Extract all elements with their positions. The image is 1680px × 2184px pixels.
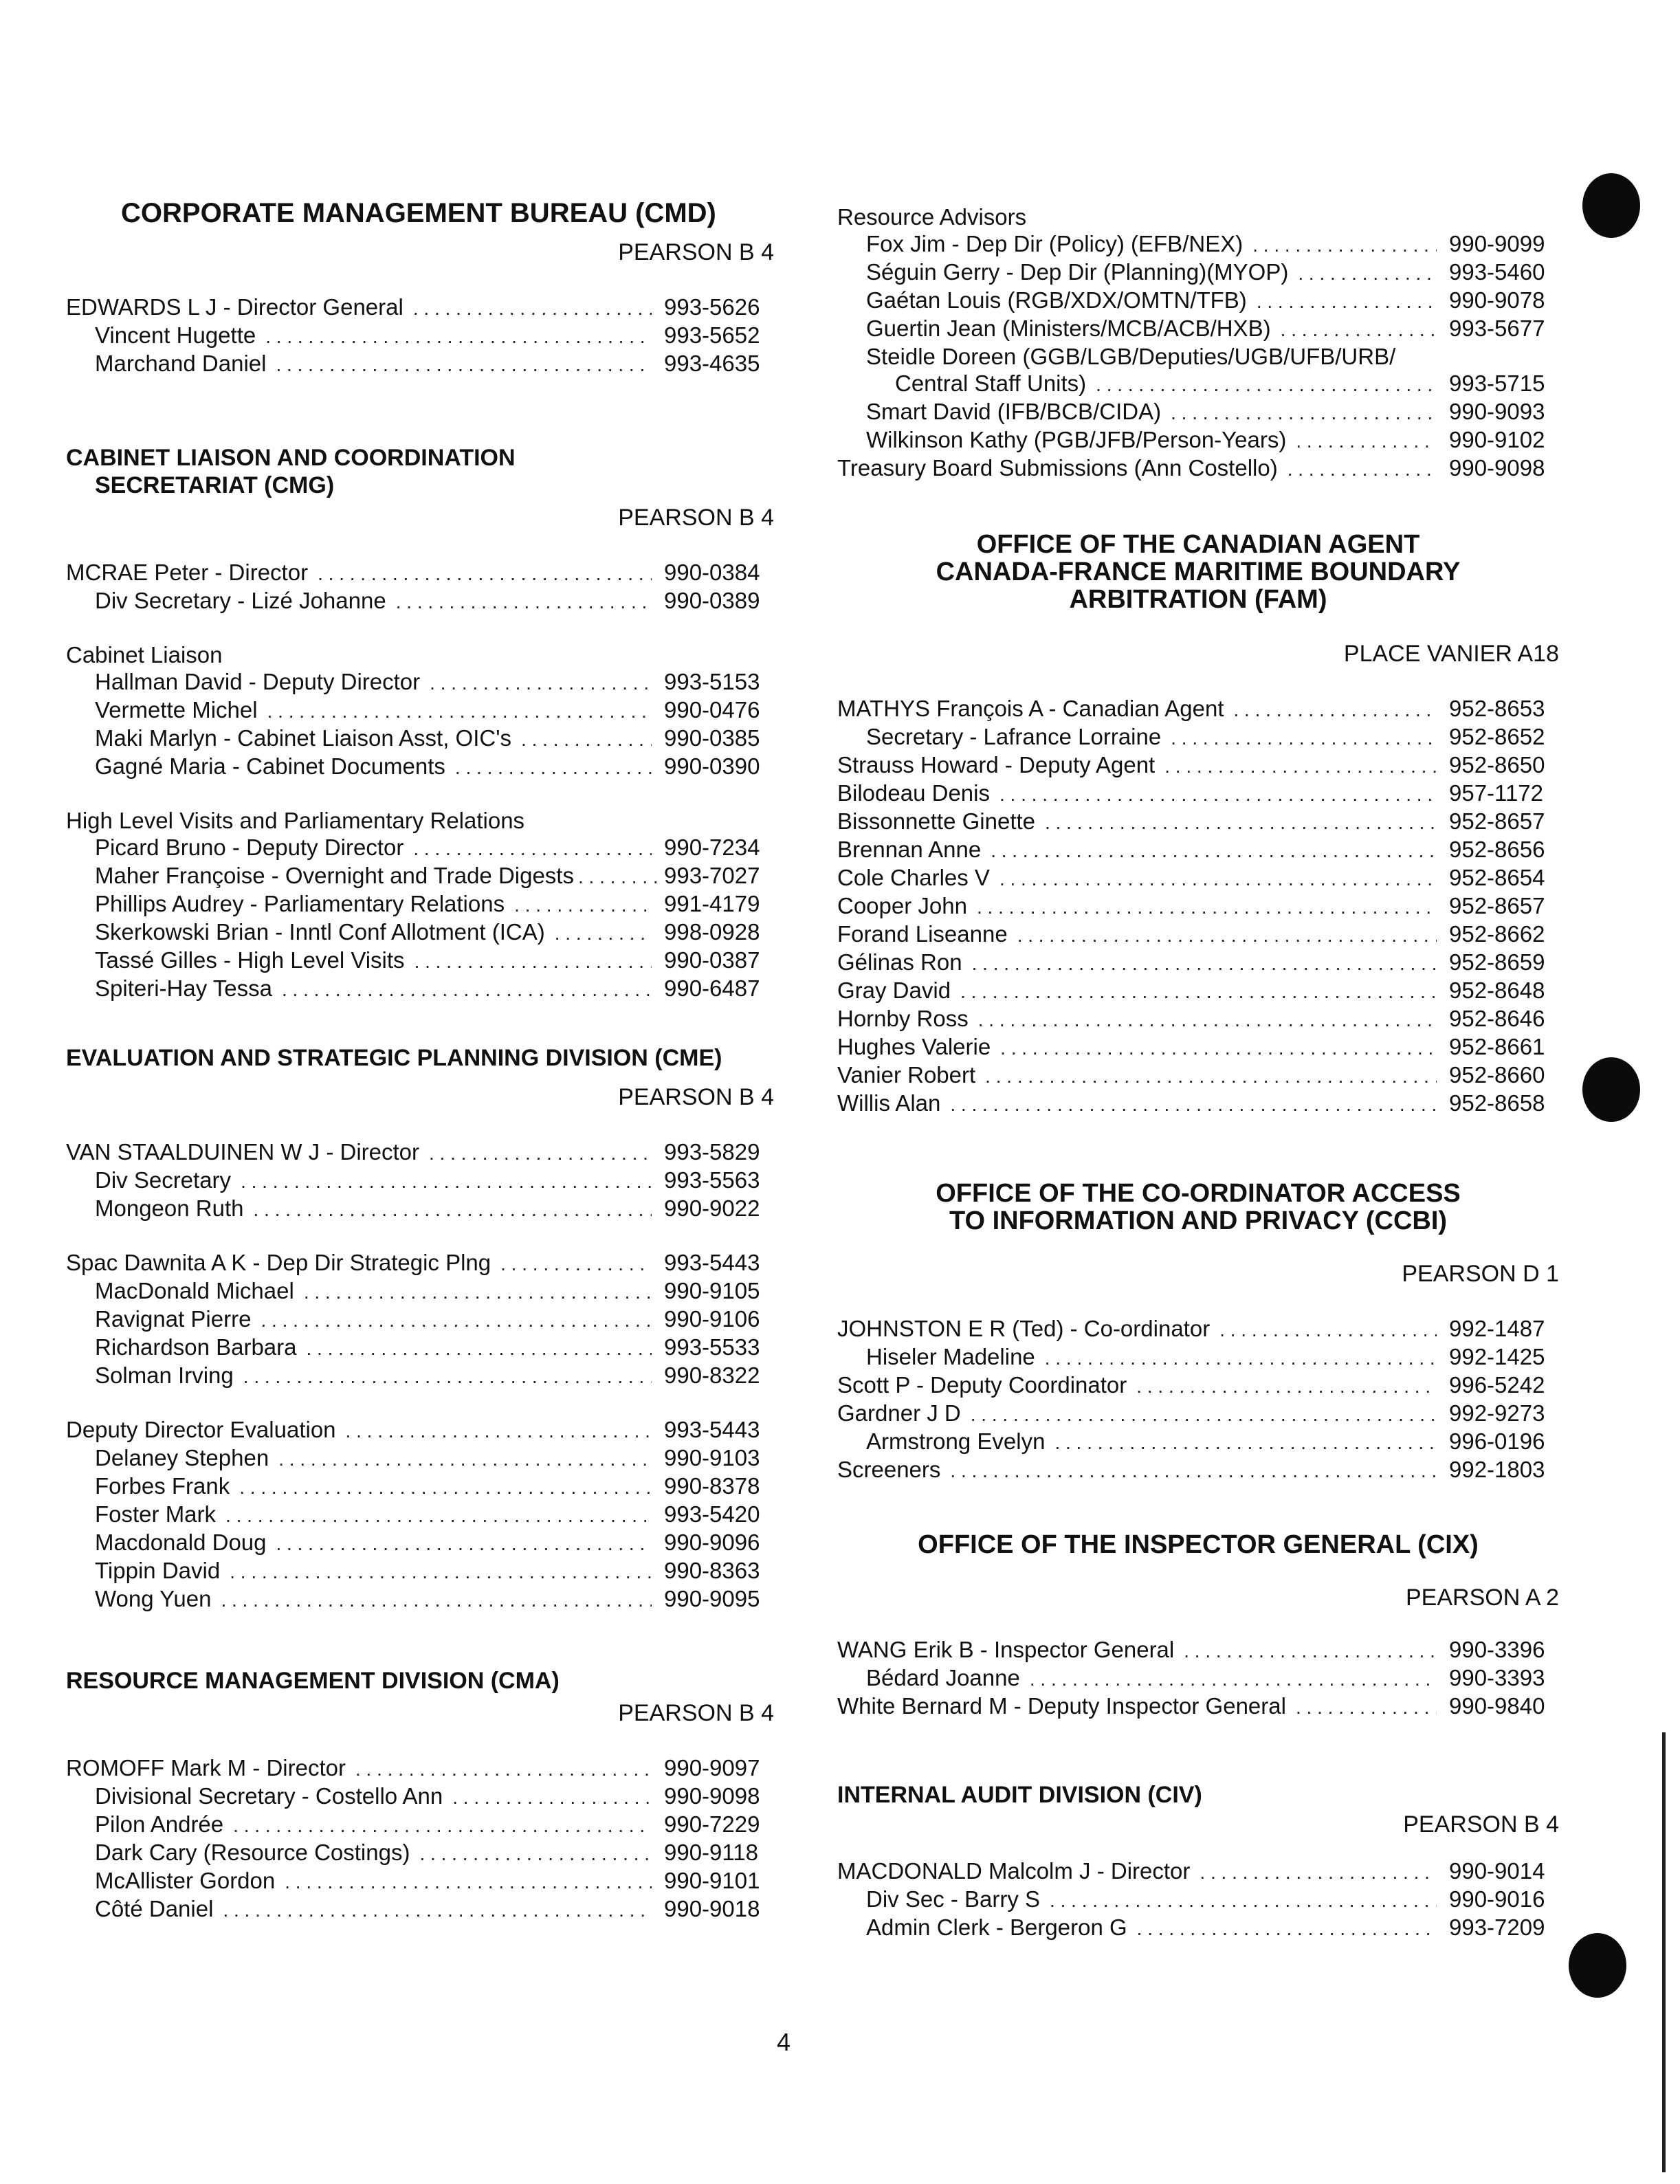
directory-entry: Wong Yuen . . . 990-9095 xyxy=(66,1585,774,1613)
directory-entry: VAN STAALDUINEN W J - Director . . . 993-5829 xyxy=(66,1138,774,1167)
directory-entry: Marchand Daniel . . . 993-4635 xyxy=(66,350,774,378)
section-location: PEARSON B 4 xyxy=(1403,1811,1559,1838)
section-title: CABINET LIAISON AND COORDINATION xyxy=(66,445,516,471)
directory-entry: WANG Erik B - Inspector General . . . 990-3396 xyxy=(837,1636,1559,1664)
directory-entry: Brennan Anne . . . 952-8656 xyxy=(837,836,1559,864)
directory-entry: Hiseler Madeline . . . 992-1425 xyxy=(837,1343,1559,1371)
directory-entry: Guertin Jean (Ministers/MCB/ACB/HXB) . . . 993-5677 xyxy=(837,315,1559,343)
entry-list xyxy=(66,1754,774,1923)
directory-entry: Richardson Barbara . . . 993-5533 xyxy=(66,1334,774,1362)
left-column xyxy=(66,199,774,1977)
directory-entry: Delaney Stephen . . . 990-9103 xyxy=(66,1444,774,1472)
section-location: PEARSON B 4 xyxy=(618,1084,774,1110)
directory-entry: Screeners . . . 992-1803 xyxy=(837,1456,1559,1484)
directory-entry: Cole Charles V . . . 952-8654 xyxy=(837,864,1559,892)
section-title: INTERNAL AUDIT DIVISION (CIV) xyxy=(837,1782,1202,1808)
directory-entry: Vermette Michel . . . 990-0476 xyxy=(66,696,774,725)
directory-entry: Willis Alan . . . 952-8658 xyxy=(837,1090,1559,1118)
punch-hole-icon xyxy=(1582,1057,1640,1122)
directory-entry: Hallman David - Deputy Director . . . 993-5153 xyxy=(66,668,774,696)
section-title: EVALUATION AND STRATEGIC PLANNING DIVISION (CME) xyxy=(66,1045,722,1071)
section-cmg xyxy=(66,444,774,1003)
directory-entry: Foster Mark . . . 993-5420 xyxy=(66,1501,774,1529)
directory-entry: Fox Jim - Dep Dir (Policy) (EFB/NEX) . . . 990-9099 xyxy=(837,230,1559,258)
section-cix xyxy=(837,1531,1559,1721)
section-ccbi xyxy=(837,1180,1559,1484)
directory-entry: Gélinas Ron . . . 952-8659 xyxy=(837,949,1559,977)
right-column xyxy=(837,203,1559,1996)
section-title: CORPORATE MANAGEMENT BUREAU (CMD) xyxy=(121,198,716,228)
directory-entry: Forbes Frank . . . 990-8378 xyxy=(66,1472,774,1501)
directory-entry: Phillips Audrey - Parliamentary Relations . . . 991-4179 xyxy=(66,890,774,918)
directory-entry: Tippin David . . . 990-8363 xyxy=(66,1557,774,1585)
directory-entry: Tassé Gilles - High Level Visits . . . 990-0387 xyxy=(66,947,774,975)
directory-entry: ROMOFF Mark M - Director . . . 990-9097 xyxy=(66,1754,774,1783)
directory-entry: Maher Françoise - Overnight and Trade Digests . . . 993-7027 xyxy=(66,862,774,890)
directory-entry: Div Secretary - Lizé Johanne . . . 990-0389 xyxy=(66,587,774,615)
group-title: Cabinet Liaison xyxy=(66,642,223,668)
punch-hole-icon xyxy=(1569,1933,1626,1998)
directory-entry: Gaétan Louis (RGB/XDX/OMTN/TFB) . . . 990-9078 xyxy=(837,287,1559,315)
section-location: PLACE VANIER A18 xyxy=(1343,641,1559,667)
directory-entry: Maki Marlyn - Cabinet Liaison Asst, OIC's . . . 990-0385 xyxy=(66,725,774,753)
directory-entry: MCRAE Peter - Director . . . 990-0384 xyxy=(66,559,774,587)
section-cmd xyxy=(66,199,774,378)
directory-entry: Hornby Ross . . . 952-8646 xyxy=(837,1005,1559,1033)
directory-entry: Mongeon Ruth . . . 990-9022 xyxy=(66,1195,774,1223)
entry-group-high-level-visits xyxy=(66,807,774,1003)
directory-entry-steidle: Steidle Doreen (GGB/LGB/Deputies/UGB/UFB/URB/ xyxy=(866,344,1396,369)
directory-entry: Gray David . . . 952-8648 xyxy=(837,977,1559,1005)
directory-entry: Forand Liseanne . . . 952-8662 xyxy=(837,920,1559,949)
directory-entry: Bissonnette Ginette . . . 952-8657 xyxy=(837,808,1559,836)
directory-entry: McAllister Gordon . . . 990-9101 xyxy=(66,1867,774,1895)
directory-entry: Spiteri-Hay Tessa . . . 990-6487 xyxy=(66,975,774,1003)
section-title-continued: TO INFORMATION AND PRIVACY (CCBI) xyxy=(949,1206,1448,1235)
directory-entry: Div Sec - Barry S . . . 990-9016 xyxy=(837,1886,1559,1914)
entry-list xyxy=(66,294,774,378)
directory-entry: Skerkowski Brian - Inntl Conf Allotment (ICA) . . . 998-0928 xyxy=(66,918,774,947)
section-title: OFFICE OF THE CANADIAN AGENT xyxy=(976,530,1420,559)
directory-entry: Séguin Gerry - Dep Dir (Planning)(MYOP) . . . 993-5460 xyxy=(837,258,1559,287)
directory-entry: Hughes Valerie . . . 952-8661 xyxy=(837,1033,1559,1061)
directory-entry: Bédard Joanne . . . 990-3393 xyxy=(837,1664,1559,1692)
page-edge-line xyxy=(1662,1732,1666,2172)
section-title: OFFICE OF THE CO-ORDINATOR ACCESS xyxy=(936,1179,1461,1208)
directory-entry: Macdonald Doug . . . 990-9096 xyxy=(66,1529,774,1557)
directory-entry: Armstrong Evelyn . . . 996-0196 xyxy=(837,1428,1559,1456)
directory-entry: Spac Dawnita A K - Dep Dir Strategic Plng . . . 993-5443 xyxy=(66,1249,774,1277)
directory-entry: Div Secretary . . . 993-5563 xyxy=(66,1167,774,1195)
group-title: High Level Visits and Parliamentary Relations xyxy=(66,808,525,833)
directory-entry: Treasury Board Submissions (Ann Costello) . . . 990-9098 xyxy=(837,454,1559,483)
section-fam xyxy=(837,531,1559,1118)
punch-hole-icon xyxy=(1582,173,1640,238)
directory-entry: Scott P - Deputy Coordinator . . . 996-5242 xyxy=(837,1371,1559,1400)
directory-entry: Gagné Maria - Cabinet Documents . . . 990-0390 xyxy=(66,753,774,781)
section-title-continued: SECRETARIAT (CMG) xyxy=(95,472,335,498)
directory-entry: Deputy Director Evaluation . . . 993-5443 xyxy=(66,1416,774,1444)
section-title: OFFICE OF THE INSPECTOR GENERAL (CIX) xyxy=(918,1530,1479,1559)
directory-entry: Cooper John . . . 952-8657 xyxy=(837,892,1559,920)
section-title-continued: CANADA-FRANCE MARITIME BOUNDARY xyxy=(936,558,1461,586)
directory-entry: Bilodeau Denis . . . 957-1172 xyxy=(837,780,1559,808)
directory-entry: Divisional Secretary - Costello Ann . . . 990-9098 xyxy=(66,1783,774,1811)
section-resource-advisors xyxy=(837,203,1559,483)
directory-entry: MATHYS François A - Canadian Agent . . . 952-8653 xyxy=(837,695,1559,723)
directory-entry: Vincent Hugette . . . 993-5652 xyxy=(66,322,774,350)
section-location: PEARSON B 4 xyxy=(618,1700,774,1726)
directory-entry: Ravignat Pierre . . . 990-9106 xyxy=(66,1305,774,1334)
directory-entry: EDWARDS L J - Director General . . . 993-5626 xyxy=(66,294,774,322)
page-number: 4 xyxy=(777,2028,791,2056)
section-title-continued: ARBITRATION (FAM) xyxy=(1069,585,1327,614)
directory-entry: Vanier Robert . . . 952-8660 xyxy=(837,1061,1559,1090)
directory-entry: Gardner J D . . . 992-9273 xyxy=(837,1400,1559,1428)
directory-entry: JOHNSTON E R (Ted) - Co-ordinator . . . 992-1487 xyxy=(837,1315,1559,1343)
directory-entry: Côté Daniel . . . 990-9018 xyxy=(66,1895,774,1923)
entry-group-evaluation xyxy=(66,1416,774,1613)
section-location: PEARSON A 2 xyxy=(1406,1585,1559,1611)
entry-list xyxy=(66,1138,774,1223)
directory-entry: White Bernard M - Deputy Inspector General . . . 990-9840 xyxy=(837,1692,1559,1721)
section-civ xyxy=(837,1781,1559,1942)
directory-entry-steidle-continued: Central Staff Units) . . . 993-5715 xyxy=(837,370,1559,398)
directory-entry: Strauss Howard - Deputy Agent . . . 952-8650 xyxy=(837,751,1559,780)
directory-entry: Solman Irving . . . 990-8322 xyxy=(66,1362,774,1390)
section-cma xyxy=(66,1667,774,1923)
directory-entry: Picard Bruno - Deputy Director . . . 990-7234 xyxy=(66,834,774,862)
directory-entry: MACDONALD Malcolm J - Director . . . 990-9014 xyxy=(837,1857,1559,1886)
section-location: PEARSON D 1 xyxy=(1402,1261,1559,1287)
directory-entry: Smart David (IFB/BCB/CIDA) . . . 990-9093 xyxy=(837,398,1559,426)
section-location: PEARSON B 4 xyxy=(618,505,774,531)
entry-list xyxy=(66,559,774,615)
directory-entry: Wilkinson Kathy (PGB/JFB/Person-Years) . . . 990-9102 xyxy=(837,426,1559,454)
entry-group-strategic-planning xyxy=(66,1249,774,1390)
entry-group-cabinet-liaison xyxy=(66,641,774,781)
directory-entry: Admin Clerk - Bergeron G . . . 993-7209 xyxy=(837,1914,1559,1942)
directory-entry: Pilon Andrée . . . 990-7229 xyxy=(66,1811,774,1839)
section-location: PEARSON B 4 xyxy=(618,239,774,265)
directory-entry: Secretary - Lafrance Lorraine . . . 952-8652 xyxy=(837,723,1559,751)
directory-entry: Dark Cary (Resource Costings) . . . 990-9118 xyxy=(66,1839,774,1867)
group-title: Resource Advisors xyxy=(837,204,1027,230)
section-cme xyxy=(66,1044,774,1613)
directory-entry: MacDonald Michael . . . 990-9105 xyxy=(66,1277,774,1305)
section-title: RESOURCE MANAGEMENT DIVISION (CMA) xyxy=(66,1668,560,1694)
